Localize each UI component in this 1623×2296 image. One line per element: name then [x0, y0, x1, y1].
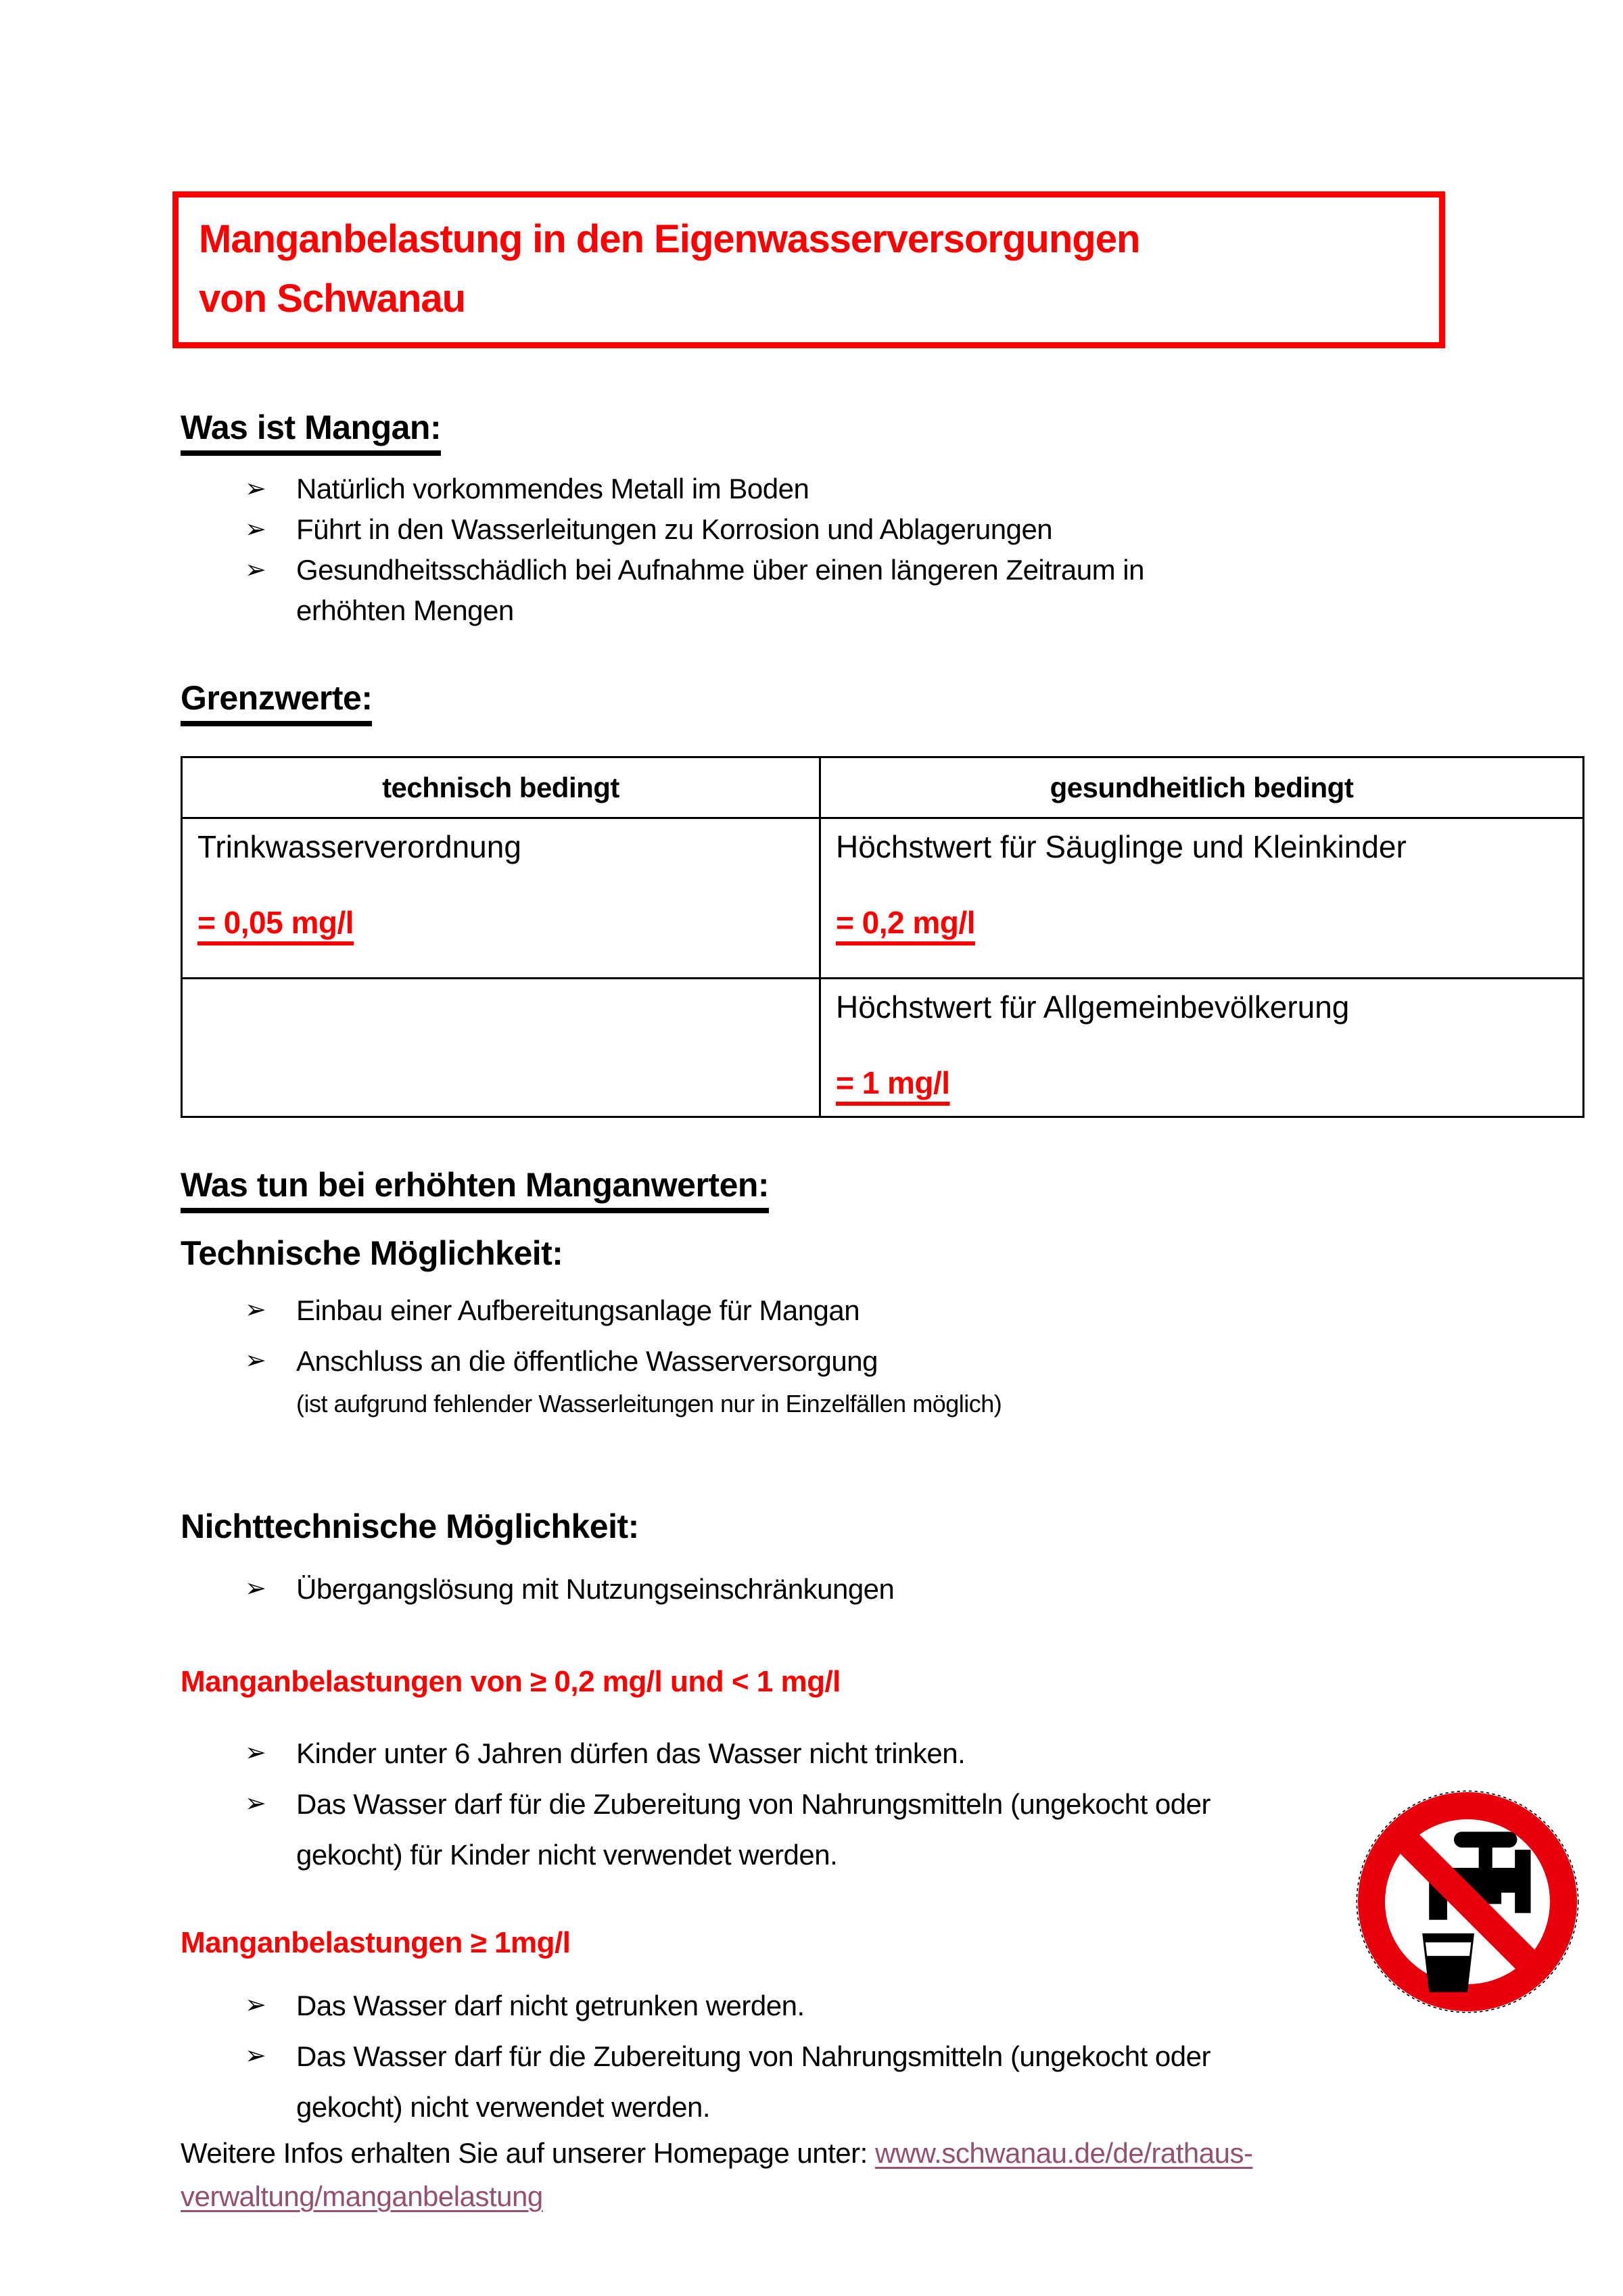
bullet-text [296, 550, 1144, 631]
bullet-line: Kinder unter 6 Jahren dürfen das Wasser nicht trinken. [296, 1737, 966, 1769]
bullet-line: Das Wasser darf für die Zubereitung von Nahrungsmitteln (ungekocht oder [296, 1788, 1210, 1820]
bullet-text [296, 2031, 1210, 2132]
list-item [245, 509, 1144, 550]
subsection-heading-nichttechnische-moeglichkeit: Nichttechnische Möglichkeit: [181, 1507, 639, 1545]
bullet-arrow-icon: ➢ [245, 475, 266, 503]
bullet-text [296, 509, 1052, 550]
homepage-link-line1[interactable]: www.schwanau.de/de/rathaus- [875, 2137, 1253, 2169]
bullet-arrow-icon: ➢ [245, 1296, 266, 1324]
bullet-arrow-icon: ➢ [245, 1346, 266, 1375]
table-cell-empty [182, 979, 820, 1117]
bullet-line: Führt in den Wasserleitungen zu Korrosion und Ablagerungen [296, 513, 1053, 545]
bullet-text [296, 1980, 805, 2031]
section-heading-was-tun [181, 1165, 769, 1213]
bullet-list-belastung-02 [245, 1728, 1210, 1880]
list-item [245, 1779, 1210, 1880]
bullet-line: Natürlich vorkommendes Metall im Boden [296, 473, 809, 505]
bullet-list-belastung-1 [245, 1980, 1210, 2132]
table-header-gesundheitlich: gesundheitlich bedingt [820, 757, 1584, 818]
table-row [182, 818, 1584, 979]
list-item [245, 469, 1144, 509]
bullet-line: Gesundheitsschädlich bei Aufnahme über einen längeren Zeitraum in [296, 554, 1144, 586]
bullet-arrow-icon: ➢ [245, 515, 266, 544]
bullet-text [296, 1336, 1002, 1422]
section-heading-text: Was ist Mangan: [181, 408, 441, 456]
bullet-line: Das Wasser darf für die Zubereitung von Nahrungsmitteln (ungekocht oder [296, 2040, 1210, 2072]
bullet-text [296, 1779, 1210, 1880]
bullet-arrow-icon: ➢ [245, 1739, 266, 1767]
subsection-heading-technische-moeglichkeit: Technische Möglichkeit: [181, 1234, 563, 1272]
table-cell-trinkwasserverordnung [182, 818, 820, 979]
section-heading-text: Was tun bei erhöhten Manganwerten: [181, 1165, 769, 1213]
table-header-technisch: technisch bedingt [182, 757, 820, 818]
table-header-row [182, 757, 1584, 818]
bullet-list-was-ist-mangan [245, 469, 1144, 631]
section-heading-text: Grenzwerte: [181, 678, 372, 726]
bullet-note: (ist aufgrund fehlender Wasserleitungen nur in Einzelfällen möglich) [296, 1390, 1002, 1418]
bullet-text [296, 1285, 860, 1336]
list-item [245, 1336, 1002, 1422]
limit-value: = 0,05 mg/l [197, 905, 354, 940]
bullet-arrow-icon: ➢ [245, 1991, 266, 2019]
cell-text: Höchstwert für Allgemeinbevölkerung [836, 989, 1350, 1025]
no-drinking-water-icon [1355, 1789, 1580, 2015]
list-item [245, 550, 1144, 631]
bullet-arrow-icon: ➢ [245, 1574, 266, 1603]
limit-value: = 0,2 mg/l [836, 905, 975, 940]
red-heading-manganbelastung-02-1: Manganbelastungen von ≥ 0,2 mg/l und < 1 mg/l [181, 1665, 841, 1698]
bullet-arrow-icon: ➢ [245, 1789, 266, 1818]
list-item [245, 1728, 1210, 1779]
bullet-line: Anschluss an die öffentliche Wasserversorgung [296, 1345, 878, 1377]
bullet-list-technische [245, 1285, 1002, 1422]
bullet-line: Übergangslösung mit Nutzungseinschränkungen [296, 1573, 895, 1605]
title-box [172, 191, 1445, 348]
cell-text: Höchstwert für Säuglinge und Kleinkinder [836, 829, 1407, 864]
list-item [245, 1980, 1210, 2031]
limit-value: = 1 mg/l [836, 1065, 950, 1100]
bullet-line: Das Wasser darf nicht getrunken werden. [296, 1990, 805, 2021]
cell-text: Trinkwasserverordnung [197, 829, 521, 864]
limits-table [181, 756, 1584, 1118]
footer-text [181, 2132, 1252, 2218]
list-item [245, 1564, 894, 1614]
homepage-link-line2[interactable]: verwaltung/manganbelastung [181, 2180, 543, 2212]
section-heading-grenzwerte [181, 678, 372, 726]
bullet-line: erhöhten Mengen [296, 594, 514, 626]
footer-intro: Weitere Infos erhalten Sie auf unserer Homepage unter: [181, 2137, 875, 2169]
red-heading-manganbelastung-1: Manganbelastungen ≥ 1mg/l [181, 1926, 571, 1959]
bullet-text [296, 469, 809, 509]
table-row [182, 979, 1584, 1117]
list-item [245, 1285, 1002, 1336]
bullet-list-nichttechnische [245, 1564, 894, 1614]
table-cell-saeuglinge [820, 818, 1584, 979]
bullet-arrow-icon: ➢ [245, 2042, 266, 2070]
section-heading-was-ist-mangan [181, 408, 441, 456]
bullet-text [296, 1728, 965, 1779]
bullet-arrow-icon: ➢ [245, 556, 266, 584]
document-title-line1: Manganbelastung in den Eigenwasserversorgungen [199, 217, 1140, 261]
bullet-text [296, 1564, 894, 1614]
bullet-line: Einbau einer Aufbereitungsanlage für Mangan [296, 1294, 860, 1326]
bullet-line: gekocht) für Kinder nicht verwendet werden. [296, 1839, 838, 1871]
document-title-line2: von Schwanau [199, 277, 466, 321]
list-item [245, 2031, 1210, 2132]
bullet-line: gekocht) nicht verwendet werden. [296, 2091, 711, 2123]
table-cell-allgemeinbevoelkerung [820, 979, 1584, 1117]
